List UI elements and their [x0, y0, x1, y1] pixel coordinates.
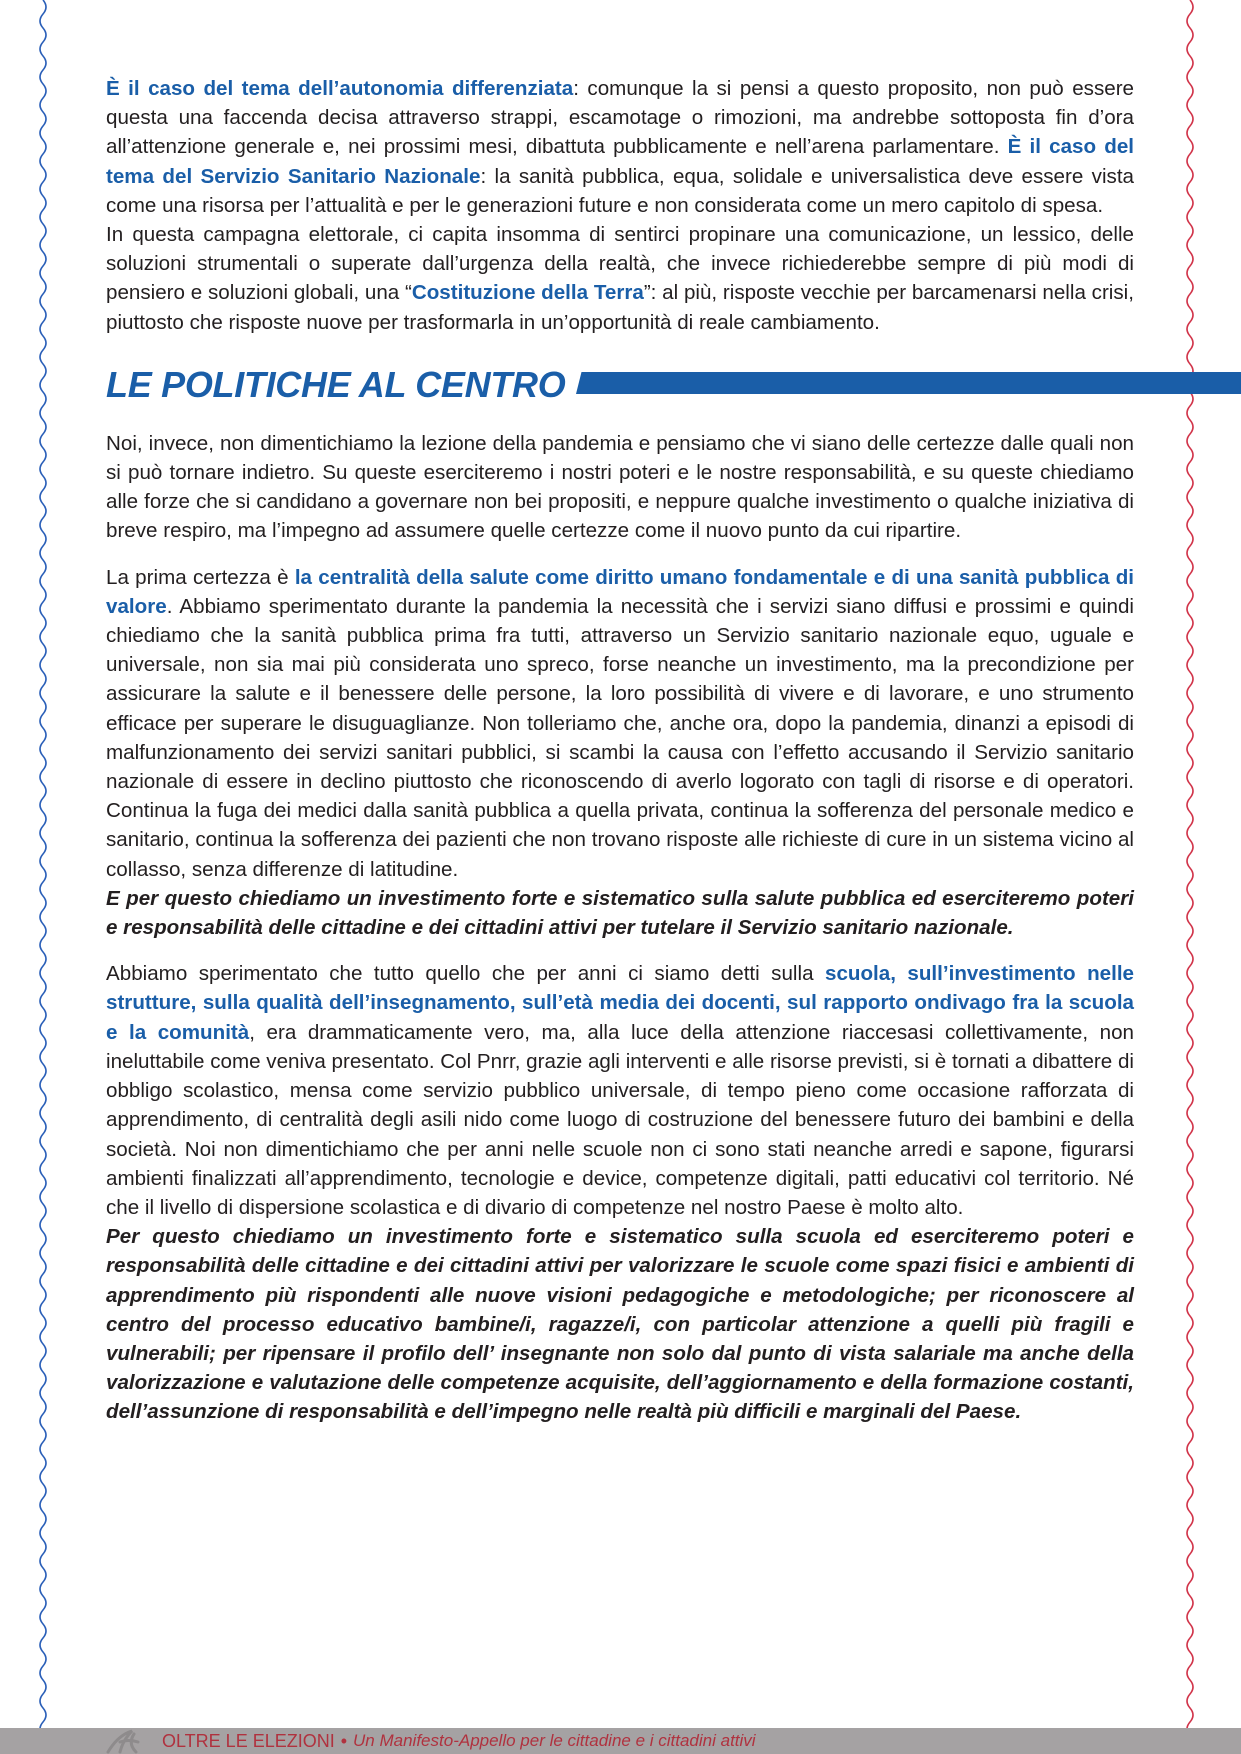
left-wavy-border: [36, 0, 50, 1728]
text: Abbiamo sperimentato che tutto quello che per anni ci siamo detti sulla: [106, 962, 825, 986]
section-paragraph-1: [106, 429, 1134, 546]
bold-italic-text: Per questo chiediamo un investimento forte e sistematico sulla scuola ed eserciteremo poteri e responsabilità delle cittadine e dei cittadini attivi per valorizzare le scuole come spazi fisici e ambienti di apprendimento più rispondenti alle nuove visioni pedagogiche e metodologiche; per riconoscere al centro del processo educativo bambine/i, ragazze/i, con particolar attenzione a quelli più fragili e vulnerabili; per ripensare il profilo dell’ insegnante non solo dal punto di vista salariale ma anche della valorizzazione e valutazione delle competenze acquisite, dell’aggiornamento e della formazione costanti, dell’assunzione di responsabilità e dell’impegno nelle realtà più difficili e marginali del Paese.: [106, 1225, 1134, 1424]
right-wavy-border: [1183, 0, 1197, 1728]
school-demand: [106, 1222, 1134, 1426]
intro-paragraph-2: [106, 220, 1134, 337]
highlight-scuola: scuola, sull’investimento nelle strutture, sulla qualità dell’insegnamento, sull’età media dei docenti, sul rapporto ondivago fra la scuola e la comunità: [106, 962, 1134, 1044]
section-title-bar: [576, 372, 1241, 394]
intro-paragraph-1: [106, 74, 1134, 220]
bold-italic-text: E per questo chiediamo un investimento forte e sistematico sulla salute pubblica ed eserciteremo poteri e responsabilità delle cittadine e dei cittadini attivi per tutelare il Servizio sanitario nazionale.: [106, 886, 1134, 940]
highlight-autonomia: È il caso del tema dell’autonomia differenziata: [106, 77, 574, 100]
text: , era drammaticamente vero, ma, alla luce della attenzione riaccesasi collettivamente, non ineluttabile come veniva presentato. Col Pnrr, grazie agli interventi e alle risorse previsti, si è tornati a dibattere di obbligo scolastico, mensa come servizio pubblico universale, di tempo pieno come occasione rafforzata di apprendimento, di centralità degli asili nido come luogo di costruzione del benessere futuro dei bambini e della società. Noi non dimentichiamo che per anni nelle scuole non ci sono stati neanche arredi e sapone, figurarsi ambienti finalizzati all’apprendimento, tecnologie e device, competenze digitali, patti educativi col territorio. Né che il livello di dispersione scolastica e di divario di competenze nel nostro Paese è molto alto.: [106, 1020, 1134, 1219]
footer: [106, 1728, 756, 1754]
text: Noi, invece, non dimentichiamo la lezione della pandemia e pensiamo che vi siano delle certezze dalle quali non si può tornare indietro. Su queste eserciteremo i nostri poteri e le nostre responsabilità, e su queste chiediamo alle forze che si candidano a governare non bei propositi, e neppure qualche investimento o qualche iniziativa di breve respiro, ma l’impegno ad assumere quelle certezze come il nuovo punto da cui ripartire.: [106, 431, 1134, 543]
text: In questa campagna elettorale, ci capita insomma di sentirci propinare una comunicazione, un lessico, delle soluzioni strumentali o superate dall’urgenza della realtà, che invece richiederebbe sempre di più modi di pensiero e soluzioni globali, una “: [106, 223, 1134, 305]
highlight-salute: la centralità della salute come diritto umano fondamentale e di una sanità pubblica di valore: [106, 565, 1135, 618]
section-header: [106, 361, 1134, 409]
text: . Abbiamo sperimentato durante la pandemia la necessità che i servizi siano diffusi e prossimi e quindi chiediamo che la sanità pubblica prima fra tutti, attraverso un Servizio sanitario nazionale equo, uguale e universale, non sia mai più considerata uno spreco, forse neanche un investimento, ma la precondizione per assicurare la salute e il benessere delle persone, la loro possibilità di vivere e di lavorare, e uno strumento efficace per superare le disuguaglianze. Non tolleriamo che, anche ora, dopo la pandemia, dinanzi a episodi di malfunzionamento dei servizi sanitari pubblici, si scambi la causa con l’effetto accusando il Servizio sanitario nazionale di essere in declino piuttosto che riconoscendo di averlo logorato con tagli di risorse e di operatori. Continua la fuga dei medici dalla sanità pubblica a quella privata, continua la sofferenza del personale medico e sanitario, continua la sofferenza dei pazienti che non trovano risposte alle richieste di cure in un sistema vicino al collasso, senza differenze di latitudine.: [106, 594, 1134, 881]
document-body: [106, 74, 1134, 1427]
highlight-costituzione: Costituzione della Terra: [411, 281, 644, 305]
highlight-ssn: È il caso del tema del Servizio Sanitario Nazionale: [106, 135, 1134, 188]
footer-separator: •: [340, 1730, 348, 1751]
health-paragraph: [106, 563, 1134, 884]
text: : la sanità pubblica, equa, solidale e universalistica deve essere vista come una risorsa per l’attualità e per le generazioni future e non considerata come un mero capitolo di spesa.: [106, 164, 1134, 217]
footer-title: OLTRE LE ELEZIONI: [162, 1730, 335, 1751]
text: ”: al più, risposte vecchie per barcamenarsi nella crisi, piuttosto che risposte nuove per trasformarla in un’opportunità di reale cambiamento.: [106, 281, 1134, 334]
cittadinanzattiva-logo-icon: [106, 1728, 146, 1754]
section-title: LE POLITICHE AL CENTRO: [106, 363, 566, 405]
health-demand: [106, 884, 1134, 942]
text: : comunque la si pensi a questo proposito, non può essere questa una faccenda decisa attraverso strappi, escamotage o rimozioni, ma andrebbe sottoposta fin d’ora all’attenzione generale e, nei prossimi mesi, dibattuta pubblicamente e nell’arena parlamentare.: [106, 77, 1135, 159]
school-paragraph: [106, 959, 1134, 1222]
footer-subtitle: Un Manifesto-Appello per le cittadine e i cittadini attivi: [353, 1731, 756, 1750]
text: La prima certezza è: [106, 565, 295, 589]
